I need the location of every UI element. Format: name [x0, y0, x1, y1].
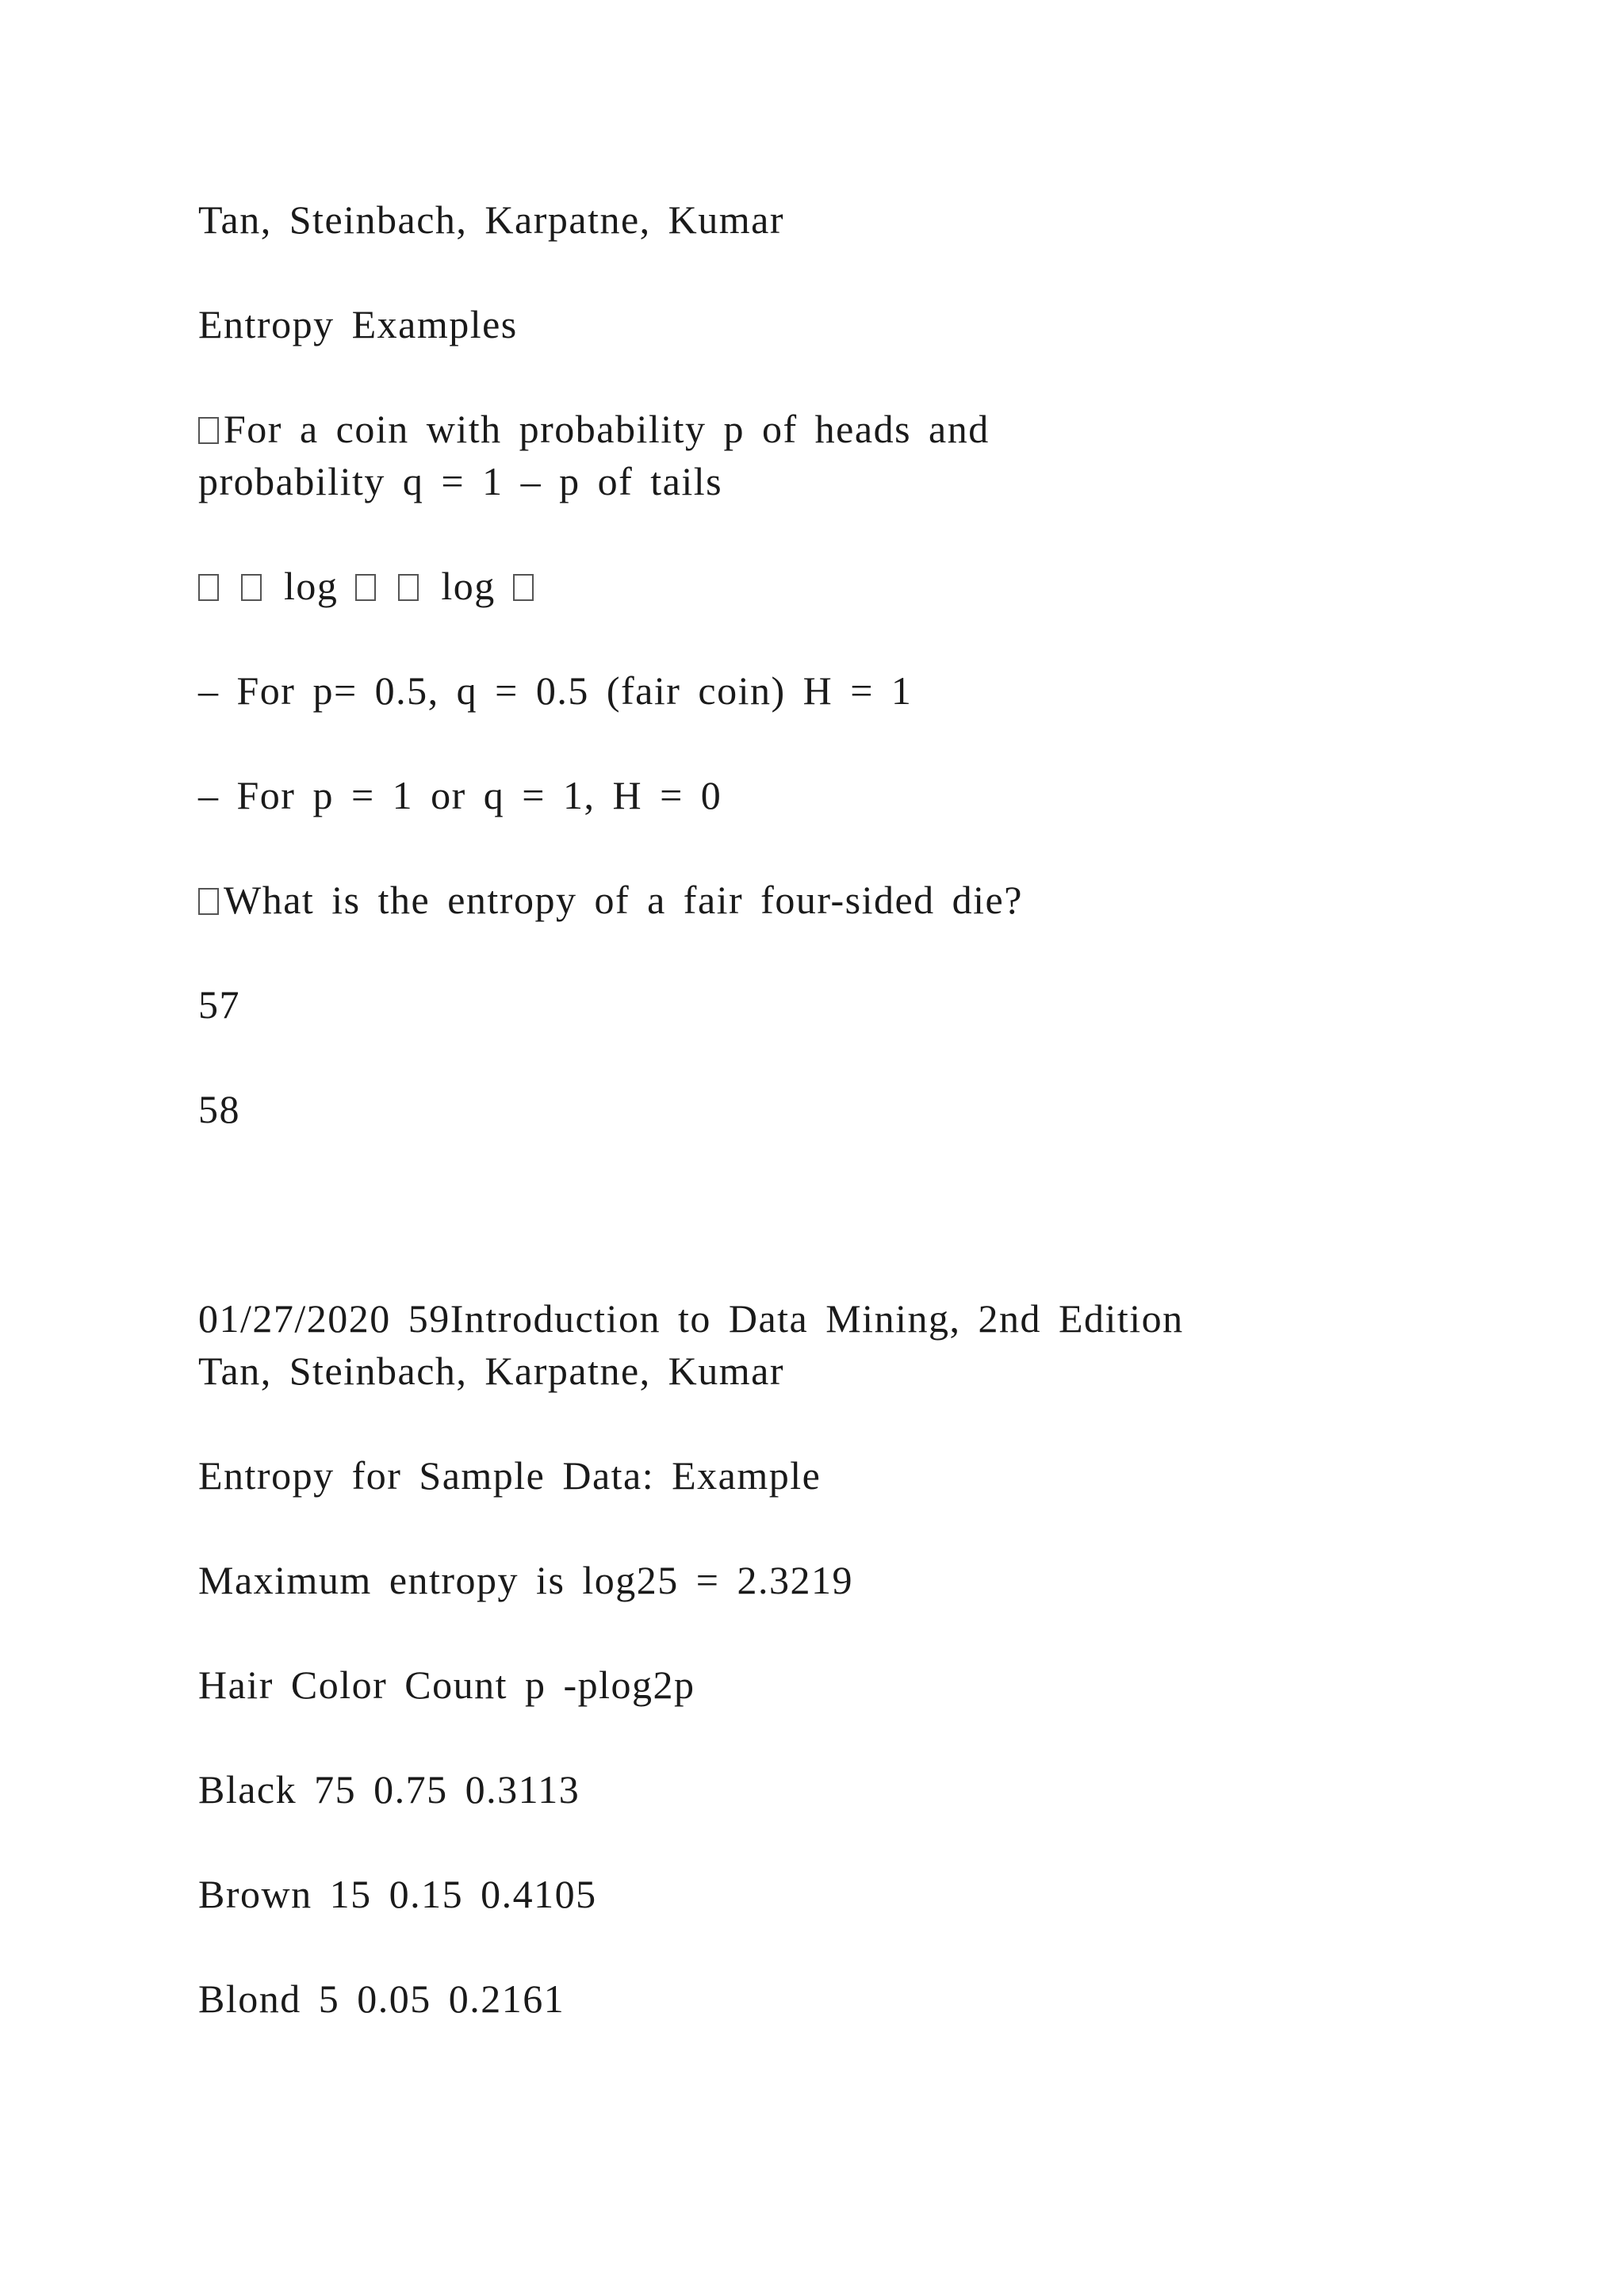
missing-glyph-icon	[241, 574, 262, 601]
bullet-glyph-icon	[198, 888, 219, 915]
bullet-die-question	[198, 874, 1023, 926]
bullet-die-text: What is the entropy of a fair four-sided die?	[224, 878, 1023, 922]
missing-glyph-icon	[513, 574, 534, 601]
bullet-coin-text: For a coin with probability p of heads and	[224, 407, 990, 451]
slide-heading-2: Entropy for Sample Data: Example	[198, 1453, 822, 1498]
page-number-58: 58	[198, 1087, 240, 1131]
bullet-glyph-icon	[198, 417, 219, 444]
table-header: Hair Color Count p -plog2p	[198, 1663, 695, 1707]
bullet-coin-line-2: probability q = 1 – p of tails	[198, 459, 723, 503]
formula-log-2: log	[441, 564, 496, 608]
bullet-coin-line-1	[198, 403, 990, 455]
authors-line-2: Tan, Steinbach, Karpatne, Kumar	[198, 1349, 784, 1393]
table-row: Blond 5 0.05 0.2161	[198, 1976, 565, 2021]
sub-point-fair-coin: – For p= 0.5, q = 0.5 (fair coin) H = 1	[198, 668, 913, 713]
missing-glyph-icon	[198, 574, 219, 601]
table-row: Brown 15 0.15 0.4105	[198, 1872, 597, 1916]
entropy-formula	[198, 560, 538, 612]
missing-glyph-icon	[398, 574, 419, 601]
page-number-57: 57	[198, 982, 240, 1027]
missing-glyph-icon	[355, 574, 376, 601]
table-row: Black 75 0.75 0.3113	[198, 1767, 580, 1812]
footer-line: 01/27/2020 59Introduction to Data Mining, 2nd Edition	[198, 1296, 1184, 1341]
slide-heading: Entropy Examples	[198, 302, 518, 346]
max-entropy-line: Maximum entropy is log25 = 2.3219	[198, 1558, 853, 1602]
authors-line: Tan, Steinbach, Karpatne, Kumar	[198, 197, 784, 242]
sub-point-certain: – For p = 1 or q = 1, H = 0	[198, 773, 722, 817]
formula-log-1: log	[284, 564, 339, 608]
